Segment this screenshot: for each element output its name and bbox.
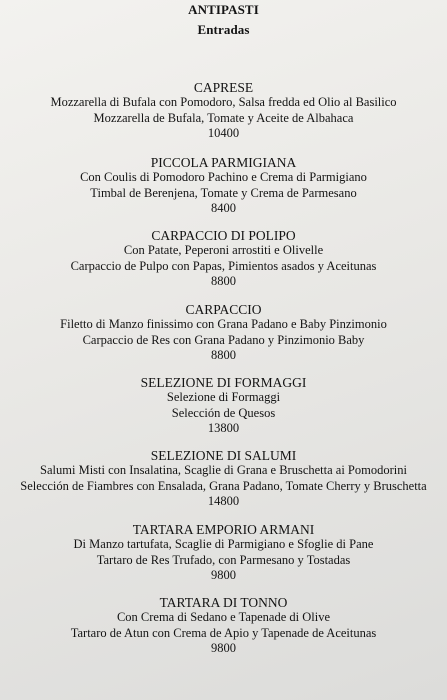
dish-name: CAPRESE	[193, 80, 254, 95]
dish-description-it: Salumi Misti con Insalatina, Scaglie di Grana e Bruschetta ai Pomodorini	[40, 463, 407, 477]
dish-price: 8800	[211, 348, 236, 362]
dish-name: SELEZIONE DI SALUMI	[150, 448, 297, 463]
dish-price: 14800	[207, 494, 240, 508]
dish-description-es: Selección de Fiambres con Ensalada, Grana Padano, Tomate Cherry y Bruschetta	[20, 478, 427, 493]
dish-description-it: Di Manzo tartufata, Scaglie di Parmigiano e Sfoglie di Pane	[73, 537, 374, 551]
dish-carpaccio-di-polipo	[0, 228, 447, 290]
dish-selezione-di-salumi	[0, 448, 447, 510]
section-title: ANTIPASTI	[188, 2, 259, 17]
dish-price: 9800	[211, 641, 236, 655]
dish-description-es: Timbal de Berenjena, Tomate y Crema de Parmesano	[90, 185, 357, 200]
dish-name: TARTARA DI TONNO	[159, 595, 288, 610]
dish-price: 8400	[211, 201, 236, 215]
dish-description-it: Con Coulis di Pomodoro Pachino e Crema di Parmigiano	[80, 170, 367, 184]
dish-tartara-emporio-armani	[0, 522, 447, 584]
dish-caprese	[0, 80, 447, 142]
dish-name: CARPACCIO	[185, 302, 262, 317]
dish-name: PICCOLA PARMIGIANA	[150, 155, 297, 170]
dish-name: CARPACCIO DI POLIPO	[151, 228, 296, 243]
dish-piccola-parmigiana	[0, 155, 447, 217]
dish-description-es: Tartaro de Res Trufado, con Parmesano y Tostadas	[96, 552, 351, 567]
dish-description-es: Selección de Quesos	[171, 405, 276, 420]
dish-description-it: Mozzarella di Bufala con Pomodoro, Salsa fredda ed Olio al Basilico	[50, 95, 397, 109]
dish-price: 10400	[207, 126, 240, 140]
dish-description-it: Filetto di Manzo finissimo con Grana Padano e Baby Pinzimonio	[60, 317, 387, 331]
dish-price: 13800	[207, 421, 240, 435]
dish-description-es: Carpaccio de Res con Grana Padano y Pinzimonio Baby	[82, 332, 365, 347]
section-subtitle: Entradas	[197, 22, 250, 37]
dish-description-it: Selezione di Formaggi	[166, 390, 281, 404]
dish-description-it: Con Crema di Sedano e Tapenade di Olive	[116, 610, 331, 624]
dish-description-es: Tartaro de Atun con Crema de Apio y Tapenade de Aceitunas	[70, 625, 377, 640]
dish-name: SELEZIONE DI FORMAGGI	[140, 375, 307, 390]
dish-price: 9800	[211, 568, 236, 582]
dish-tartara-di-tonno	[0, 595, 447, 657]
dish-price: 8800	[211, 274, 236, 288]
dish-selezione-di-formaggi	[0, 375, 447, 437]
dish-description-es: Carpaccio de Pulpo con Papas, Pimientos asados y Aceitunas	[70, 258, 377, 273]
dish-description-es: Mozzarella de Bufala, Tomate y Aceite de Albahaca	[93, 110, 354, 125]
dish-carpaccio	[0, 302, 447, 364]
dish-name: TARTARA EMPORIO ARMANI	[132, 522, 315, 537]
dish-description-it: Con Patate, Peperoni arrostiti e Olivelle	[123, 243, 324, 257]
